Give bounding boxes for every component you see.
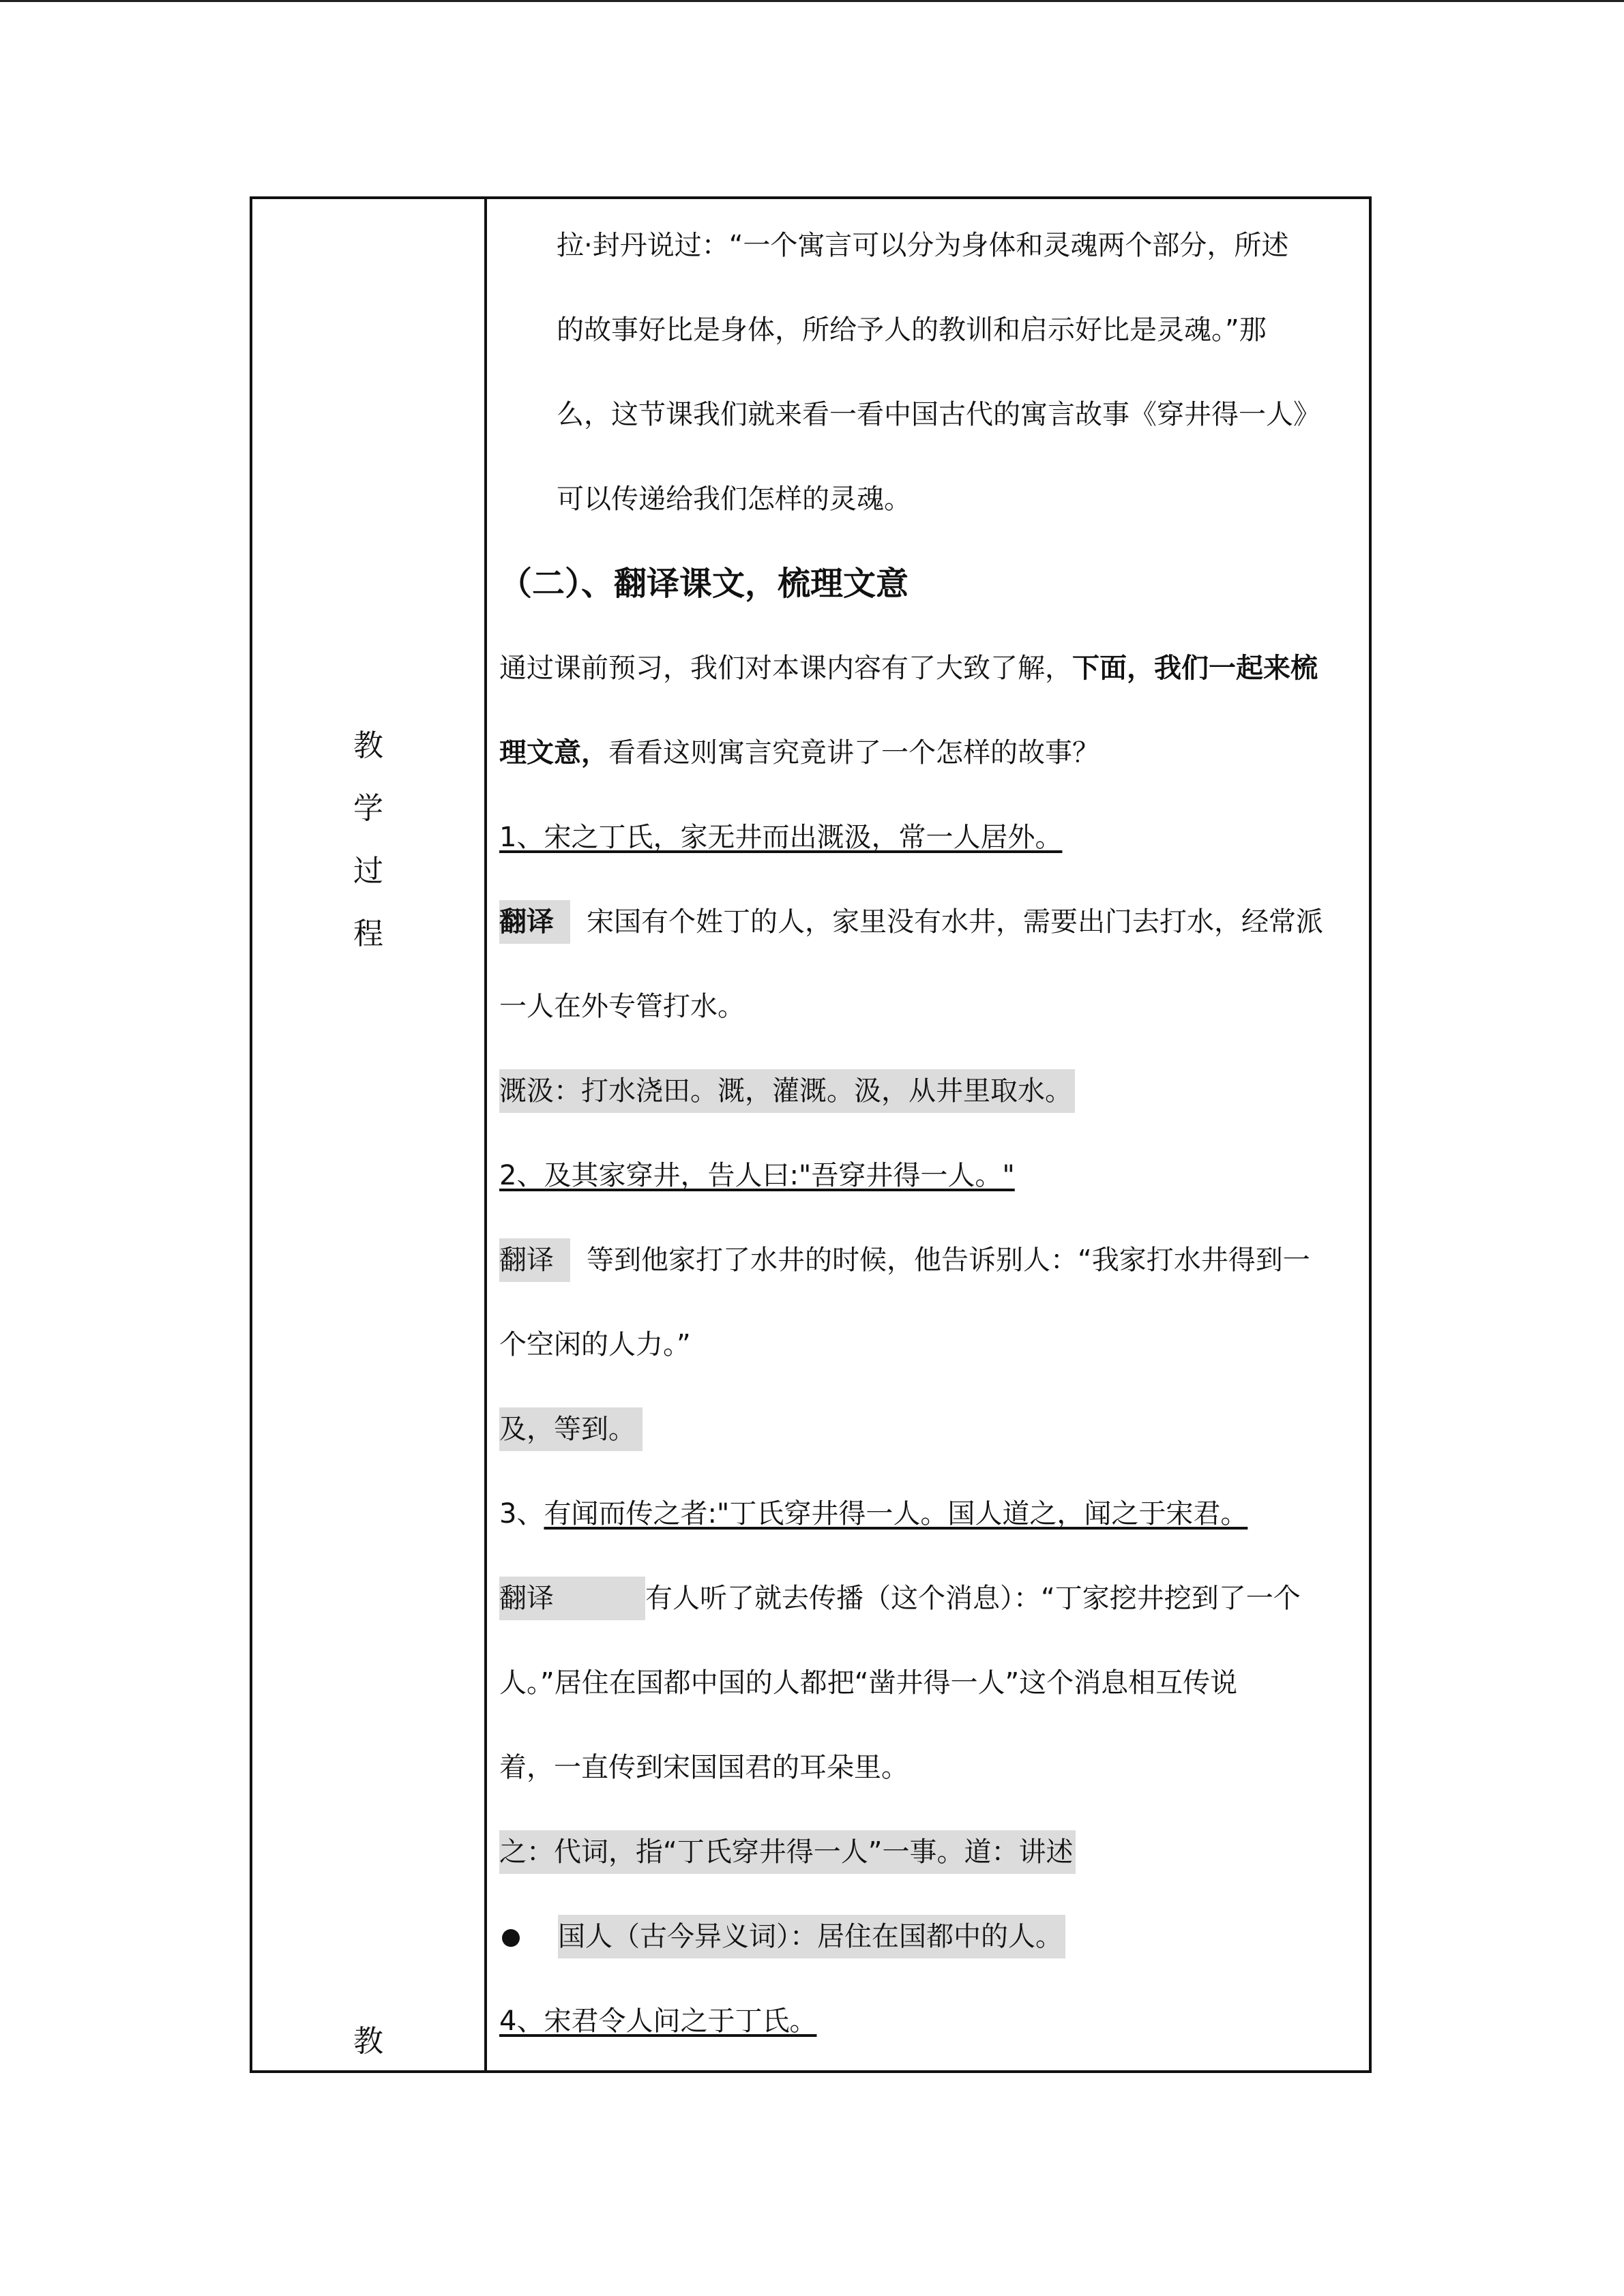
annotation-line: [499, 1069, 1075, 1113]
source-number: 3、: [499, 1498, 544, 1530]
side-label-3: 过: [353, 854, 383, 889]
annotation-note: 国人（古今异义词）：居住在国都中的人。: [558, 1915, 1065, 1958]
side-label-5: 教: [353, 2024, 383, 2059]
translation-line: 人。”居住在国都中国的人都把“凿井得一人”这个消息相互传说: [499, 1667, 1238, 1699]
column-divider: [484, 199, 487, 2070]
source-sentence-2: 2、及其家穿井，告人曰:"吾穿井得一人。": [499, 1160, 1015, 1191]
intro-line-4: 可以传递给我们怎样的灵魂。: [557, 483, 911, 515]
side-label-4: 程: [353, 916, 383, 951]
source-text: 有闻而传之者:"丁氏穿井得一人。国人道之，闻之于宋君。: [544, 1498, 1248, 1530]
translation-text: 宋国有个姓丁的人，家里没有水井，需要出门去打水，经常派: [587, 906, 1323, 938]
paragraph-line-1: [499, 646, 1318, 690]
annotation-line: [499, 1830, 1076, 1874]
annotation-note: 及，等到。: [499, 1407, 643, 1451]
translation-line: 一人在外专管打水。: [499, 991, 745, 1022]
translation-line: [499, 900, 1323, 944]
paragraph-line-2: [499, 731, 1099, 775]
translation-line: 个空闲的人力。”: [499, 1329, 691, 1360]
side-label-1: 教: [353, 728, 383, 763]
bullet-line: [499, 1915, 1065, 1958]
intro-line-1: 拉·封丹说过：“一个寓言可以分为身体和灵魂两个部分，所述: [557, 230, 1289, 261]
side-label-2: 学: [353, 791, 383, 826]
translation-line: [499, 1238, 1310, 1282]
paragraph-text: 通过课前预习，我们对本课内容有了大致了解，: [499, 653, 1072, 684]
intro-line-2: 的故事好比是身体，所给予人的教训和启示好比是灵魂。”那: [557, 314, 1267, 346]
translation-tag: 翻译: [499, 1577, 645, 1620]
translation-tag: 翻译: [499, 1238, 570, 1282]
translation-line: [499, 1577, 1301, 1620]
annotation-note: 溉汲：打水浇田。溉，灌溉。汲，从井里取水。: [499, 1069, 1075, 1113]
source-sentence-3: [499, 1492, 1247, 1536]
intro-line-3: 么，这节课我们就来看一看中国古代的寓言故事《穿井得一人》: [557, 399, 1320, 430]
translation-text: 等到他家打了水井的时候，他告诉别人：“我家打水井得到一: [587, 1244, 1310, 1276]
annotation-note: 之：代词，指“丁氏穿井得一人”一事。道：讲述: [499, 1830, 1076, 1874]
bullet-icon: [502, 1929, 520, 1947]
source-sentence-4: 4、宋君令人问之于丁氏。: [499, 2006, 817, 2037]
translation-text: 有人听了就去传播（这个消息）：“丁家挖井挖到了一个: [645, 1583, 1301, 1614]
translation-line: 着，一直传到宋国国君的耳朵里。: [499, 1752, 909, 1783]
paragraph-bold-text: 下面，我们一起来梳: [1072, 653, 1318, 684]
lesson-table: [250, 196, 1372, 2073]
page-top-rule: [0, 0, 1624, 2]
annotation-line: [499, 1407, 643, 1451]
paragraph-text: 看看这则寓言究竟讲了一个怎样的故事？: [608, 737, 1099, 769]
source-sentence-1: 1、宋之丁氏，家无井而出溉汲，常一人居外。: [499, 822, 1063, 853]
paragraph-bold-text: 理文意，: [499, 737, 608, 769]
section-heading: （二）、翻译课文，梳理文意: [499, 565, 909, 603]
translation-tag: 翻译: [499, 900, 570, 944]
